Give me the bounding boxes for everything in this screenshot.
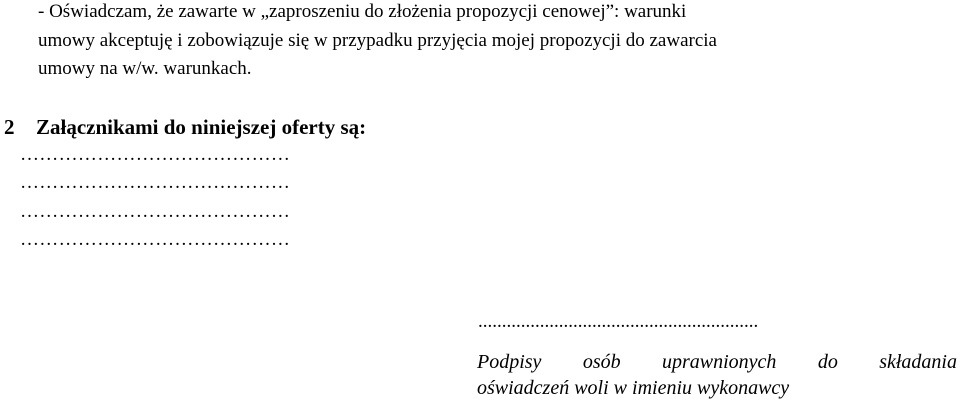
signature-line: ........................................................... <box>478 311 759 332</box>
declaration-line-3: umowy na w/w. warunkach. <box>38 58 252 79</box>
section-number: 2 <box>4 115 15 139</box>
declaration-line-2: umowy akceptuję i zobowiązuje się w przypadku przyjęcia mojej propozycji do zawarcia <box>38 30 717 51</box>
declaration-line-1: - Oświadczam, że zawarte w „zaproszeniu do złożenia propozycji cenowej”: warunki <box>38 1 687 22</box>
signature-caption-line-2: oświadczeń woli w imieniu wykonawcy <box>477 377 790 399</box>
signature-caption-line-1: Podpisy osób uprawnionych do składania <box>477 351 957 373</box>
section-title: Załącznikami do niniejszej oferty są: <box>36 115 367 139</box>
attachment-line-1: …………………………………… <box>20 144 291 165</box>
attachment-line-3: …………………………………… <box>20 201 291 222</box>
attachment-line-4: …………………………………… <box>20 229 291 250</box>
attachments-heading <box>4 115 366 139</box>
attachment-line-2: …………………………………… <box>20 172 291 193</box>
